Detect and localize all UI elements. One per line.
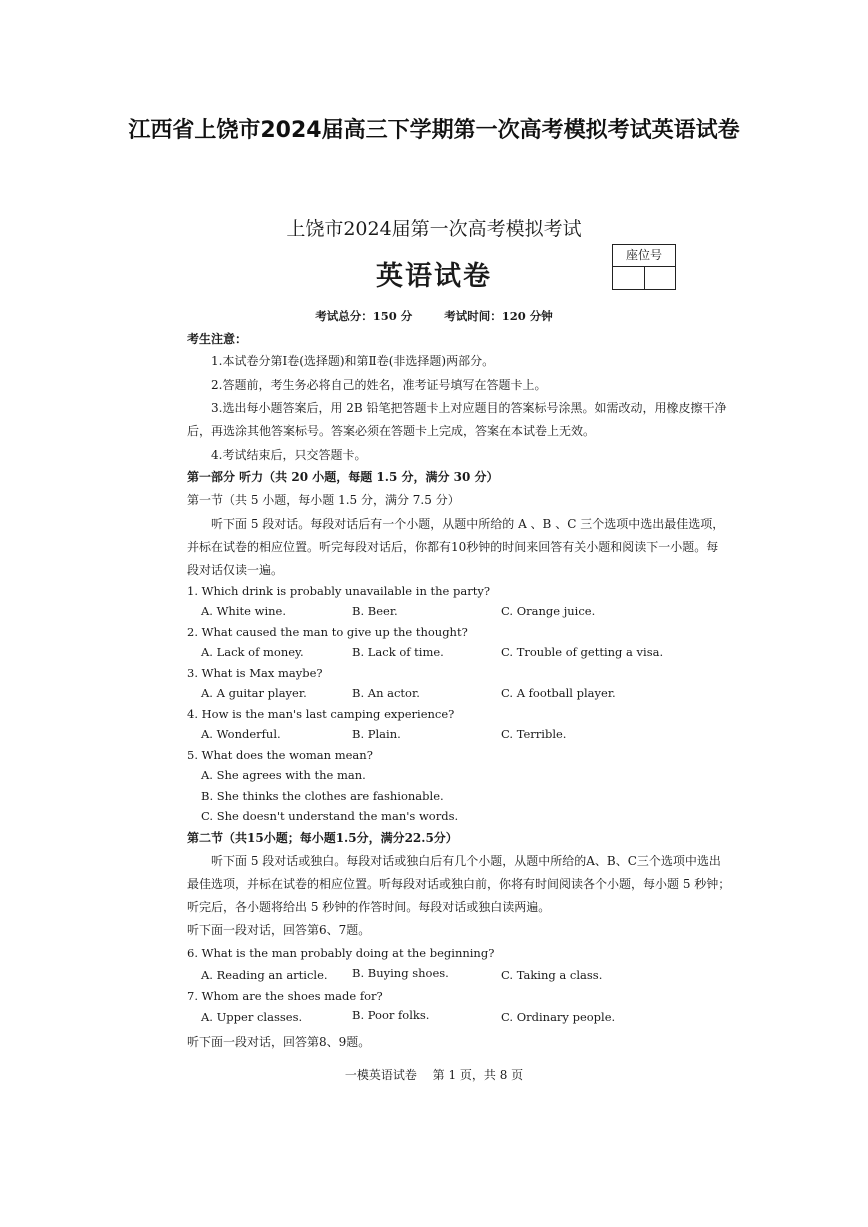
seat-number-box (612, 244, 676, 290)
question-option-b: B. She thinks the clothes are fashionable. (201, 789, 444, 803)
question-option-c: C. Terrible. (501, 727, 567, 741)
footer-page-number: 第 1 页，共 8 页 (432, 1068, 524, 1082)
exam-subject: 英语试卷 (376, 261, 492, 292)
section1-title: 第一节（共 5 小题，每小题 1.5 分，满分 7.5 分） (187, 493, 460, 507)
footer-exam-name: 一模英语试卷 (344, 1068, 417, 1082)
section1-instruction: 并标在试卷的相应位置。听完每段对话后，你都有10秒钟的时间来回答有关小题和阅读下一小题。每 (187, 540, 719, 554)
part1-title: 第一部分 听力（共 20 小题，每题 1.5 分，满分 30 分） (187, 470, 499, 484)
page-footer (0, 1066, 868, 1083)
question-option-b: B. Buying shoes. (352, 966, 449, 980)
exam-meta (0, 308, 868, 324)
exam-duration: 考试时间：120 分钟 (444, 309, 553, 323)
notice-item: 2.答题前，考生务必将自己的姓名，准考证号填写在答题卡上。 (211, 378, 547, 392)
exam-heading: 上饶市2024届第一次高考模拟考试 (286, 218, 582, 240)
question-option-c: C. Trouble of getting a visa. (501, 645, 664, 659)
question-option-b: B. Lack of time. (352, 645, 444, 659)
section1-instruction: 听下面 5 段对话。每段对话后有一个小题，从题中所给的 A 、B 、C 三个选项中选出最佳选项， (211, 517, 725, 531)
seat-number-cell-2 (645, 267, 676, 289)
question-option-a: A. Wonderful. (201, 727, 281, 741)
section2-instruction: 最佳选项，并标在试卷的相应位置。听每段对话或独白前，你将有时间阅读各个小题，每小题 5 秒钟； (187, 877, 731, 891)
question-option-b: B. Beer. (352, 604, 398, 618)
section2-instruction: 听下面 5 段对话或独白。每段对话或独白后有几个小题，从题中所给的A、B、C三个选项中选出 (211, 854, 721, 868)
seat-number-cell-1 (613, 267, 645, 289)
dialogue-prompt: 听下面一段对话，回答第8、9题。 (187, 1035, 371, 1049)
question-option-b: B. Plain. (352, 727, 401, 741)
question-option-a: A. Upper classes. (201, 1010, 303, 1024)
notice-item: 3.选出每小题答案后，用 2B 铅笔把答题卡上对应题目的答案标号涂黑。如需改动，用橡皮擦干净 (211, 401, 727, 415)
exam-total-score: 考试总分：150 分 (315, 309, 413, 323)
section2-instruction: 听完后，各小题将给出 5 秒钟的作答时间。每段对话或独白读两遍。 (187, 900, 551, 914)
seat-number-label: 座位号 (613, 245, 675, 267)
question-option-a: A. Lack of money. (201, 645, 304, 659)
question-text: 6. What is the man probably doing at the beginning? (187, 946, 495, 960)
question-text: 7. Whom are the shoes made for? (187, 989, 383, 1003)
notice-item: 后，再选涂其他答案标号。答案必须在答题卡上完成，答案在本试卷上无效。 (187, 424, 596, 438)
question-text: 4. How is the man's last camping experience? (187, 707, 455, 721)
question-option-c: C. A football player. (501, 686, 616, 700)
notice-item: 4.考试结束后，只交答题卡。 (211, 448, 367, 462)
question-option-c: C. Orange juice. (501, 604, 596, 618)
question-option-b: B. An actor. (352, 686, 420, 700)
question-option-c: C. Ordinary people. (501, 1010, 616, 1024)
question-option-a: A. She agrees with the man. (201, 768, 366, 782)
question-text: 5. What does the woman mean? (187, 748, 373, 762)
section2-title: 第二节（共15小题；每小题1.5分，满分22.5分） (187, 831, 458, 845)
question-option-b: B. Poor folks. (352, 1008, 430, 1022)
section1-instruction: 段对话仅读一遍。 (187, 563, 284, 577)
question-text: 1. Which drink is probably unavailable in the party? (187, 584, 490, 598)
question-option-a: A. A guitar player. (201, 686, 307, 700)
question-option-a: A. White wine. (201, 604, 286, 618)
question-option-c: C. She doesn't understand the man's words. (201, 809, 459, 823)
dialogue-prompt: 听下面一段对话，回答第6、7题。 (187, 923, 371, 937)
question-text: 3. What is Max maybe? (187, 666, 323, 680)
question-text: 2. What caused the man to give up the thought? (187, 625, 468, 639)
document-title: 江西省上饶市2024届高三下学期第一次高考模拟考试英语试卷 (128, 118, 740, 143)
notice-item: 1.本试卷分第Ⅰ卷(选择题)和第Ⅱ卷(非选择题)两部分。 (211, 354, 495, 368)
question-option-a: A. Reading an article. (201, 968, 328, 982)
question-option-c: C. Taking a class. (501, 968, 603, 982)
notice-title: 考生注意： (187, 332, 248, 346)
